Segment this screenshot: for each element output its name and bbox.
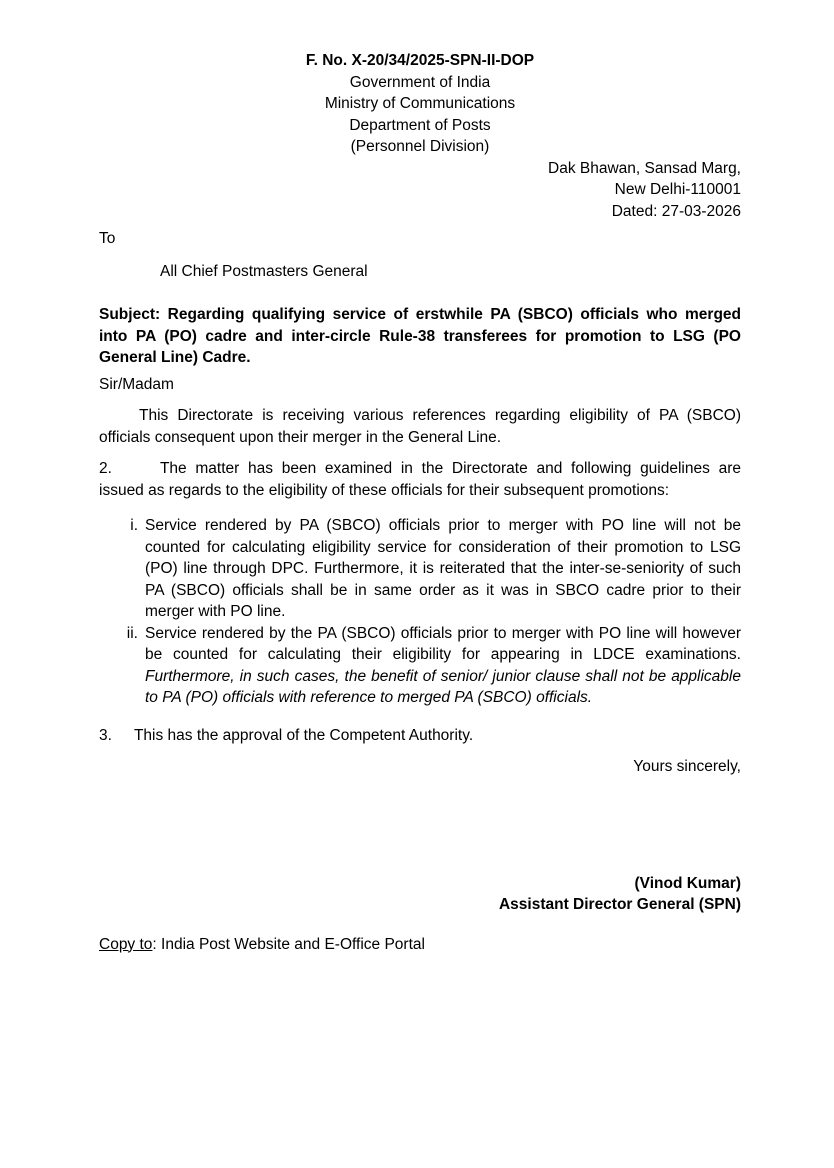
list-text-ii-normal: Service rendered by the PA (SBCO) officials prior to merger with PO line will however be counted for calculating their eligibility for appearing in LDCE examinations. [145,624,741,663]
to-label: To [99,230,116,247]
copy-to-label: Copy to [99,935,153,953]
list-text-ii [145,623,741,709]
salutation: Sir/Madam [99,375,174,393]
list-text-i-normal: Service rendered by PA (SBCO) officials prior to merger with PO line will not be counted for calculating eligibility service for consideration of their promotion to LSG (PO) line through DPC. Furthermore, it is reiterated that the inter-se-seniority of such PA (SBCO) officials shall be in same order as it was in SBCO cadre prior to their merger with PO line. [145,517,741,620]
closing-line: Yours sincerely, [633,758,741,775]
list-text-ii-italic: Furthermore, in such cases, the benefit of senior/ junior clause shall not be applicable to PA (PO) officials with reference to merged PA (SBCO) officials. [145,667,741,706]
list-item-ii [99,623,741,709]
org-line-department: Department of Posts [349,116,491,134]
copy-to-text: : India Post Website and E-Office Portal [152,935,425,953]
paragraph-3-text: This has the approval of the Competent Authority. [133,726,474,744]
copy-to-line [99,934,741,956]
list-item-i [99,515,741,623]
list-marker-i: i. [130,517,138,534]
paragraph-1: This Directorate is receiving various references regarding eligibility of PA (SBCO) officials consequent upon their merger in the General Line. [99,407,741,446]
recipient-line: All Chief Postmasters General [160,262,368,280]
guidelines-list [99,515,741,709]
paragraph-2-text: The matter has been examined in the Directorate and following guidelines are issued as regards to the eligibility of these officials for their subsequent promotions: [99,460,741,499]
org-line-ministry: Ministry of Communications [324,95,516,112]
signatory-title: Assistant Director General (SPN) [498,896,741,913]
org-line-government: Government of India [349,73,491,91]
file-number: F. No. X-20/34/2025-SPN-II-DOP [305,52,535,69]
paragraph-3-number: 3. [99,726,112,744]
org-line-division: (Personnel Division) [350,138,490,155]
letter-date: Dated: 27-03-2026 [611,202,741,220]
paragraph-3 [99,725,741,747]
letterhead [99,50,741,222]
address-line-city: New Delhi-110001 [614,181,741,198]
paragraph-2-number: 2. [99,460,112,477]
subject-line: Subject: Regarding qualifying service of erstwhile PA (SBCO) officials who merged into PA (PO) cadre and inter-circle Rule-38 transferees for promotion to LSG (PO General Line) Cadre. [99,306,741,366]
signature-block [99,873,741,916]
paragraph-2 [99,458,741,501]
signatory-name: (Vinod Kumar) [634,874,741,892]
address-block [99,158,741,223]
address-line-street: Dak Bhawan, Sansad Marg, [548,159,741,177]
list-text-i [145,515,741,623]
list-marker-ii: ii. [126,624,138,642]
